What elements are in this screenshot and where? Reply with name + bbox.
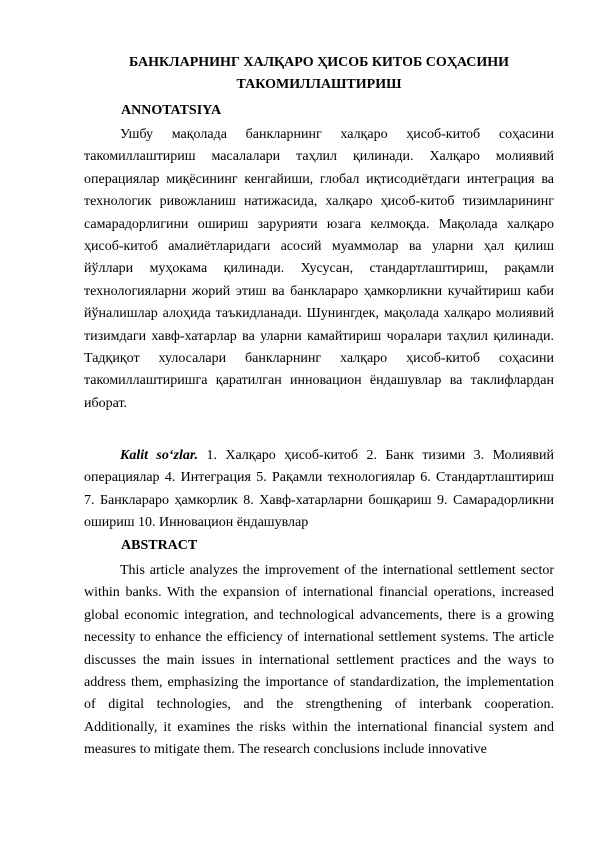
annotation-paragraph: Ушбу мақолада банкларнинг халқаро ҳисоб-китоб соҳасини такомиллаштириш масалалари таҳлил қилинади. Халқаро молиявий операциялар миқёсининг кенгайиши, глобал иқтисодиётдаги интеграция ва технологик ривожланиш натижасида, халқаро ҳисоб-китоб тизимларининг самарадорлигини ошириш зарурияти юзага келмоқда. Мақолада халқаро ҳисоб-китоб амалиётларидаги асосий муаммолар ва уларни ҳал қилиш йўллари муҳокама қилинади. Хусусан, стандартлаштириш, рақамли технологияларни жорий этиш ва банклараро ҳамкорликни кучайтириш каби йўналишлар алоҳида таъкидланади. Шунингдек, мақолада халқаро молиявий тизимдаги хавф-хатарлар ва уларни камайтириш чоралари таҳлил қилинади. Тадқиқот хулосалари банкларнинг халқаро ҳисоб-китоб соҳасини такомиллаштиришга қаратилган инновацион ёндашувлар ва таклифлардан иборат. <box>84 127 554 411</box>
keywords-text: 1. Халқаро ҳисоб-китоб 2. Банк тизими 3. Молиявий операциялар 4. Интеграция 5. Рақамли технологиялар 6. Стандартлаштириш 7. Банклараро ҳамкорлик 8. Хавф-хатарларни бошқариш 9. Самарадорликни ошириш 10. Инновацион ёндашувлар <box>84 448 555 531</box>
title-line-2: ТАКОМИЛЛАШТИРИШ <box>236 77 402 92</box>
title-line-1: БАНКЛАРНИНГ ХАЛҚАРО ҲИСОБ КИТОБ СОҲАСИНИ <box>128 55 510 70</box>
abstract-paragraph: This article analyzes the improvement of the international settlement sector within banks. With the expansion of international financial operations, increased global economic integration, and technological advancements, there is a growing necessity to enhance the efficiency of international settlement systems. The article discusses the main issues in international settlement practices and the ways to address them, emphasizing the importance of standardization, the implementation of digital technologies, and the strengthening of interbank cooperation. Additionally, it examines the risks within the international financial system and measures to mitigate them. The research conclusions include innovative <box>84 563 554 758</box>
annotation-heading: ANNOTATSIYA <box>121 103 222 118</box>
keywords-paragraph <box>84 445 554 535</box>
keywords-label: Kalit so‘zlar. <box>120 448 199 463</box>
abstract-heading: ABSTRACT <box>121 538 198 553</box>
